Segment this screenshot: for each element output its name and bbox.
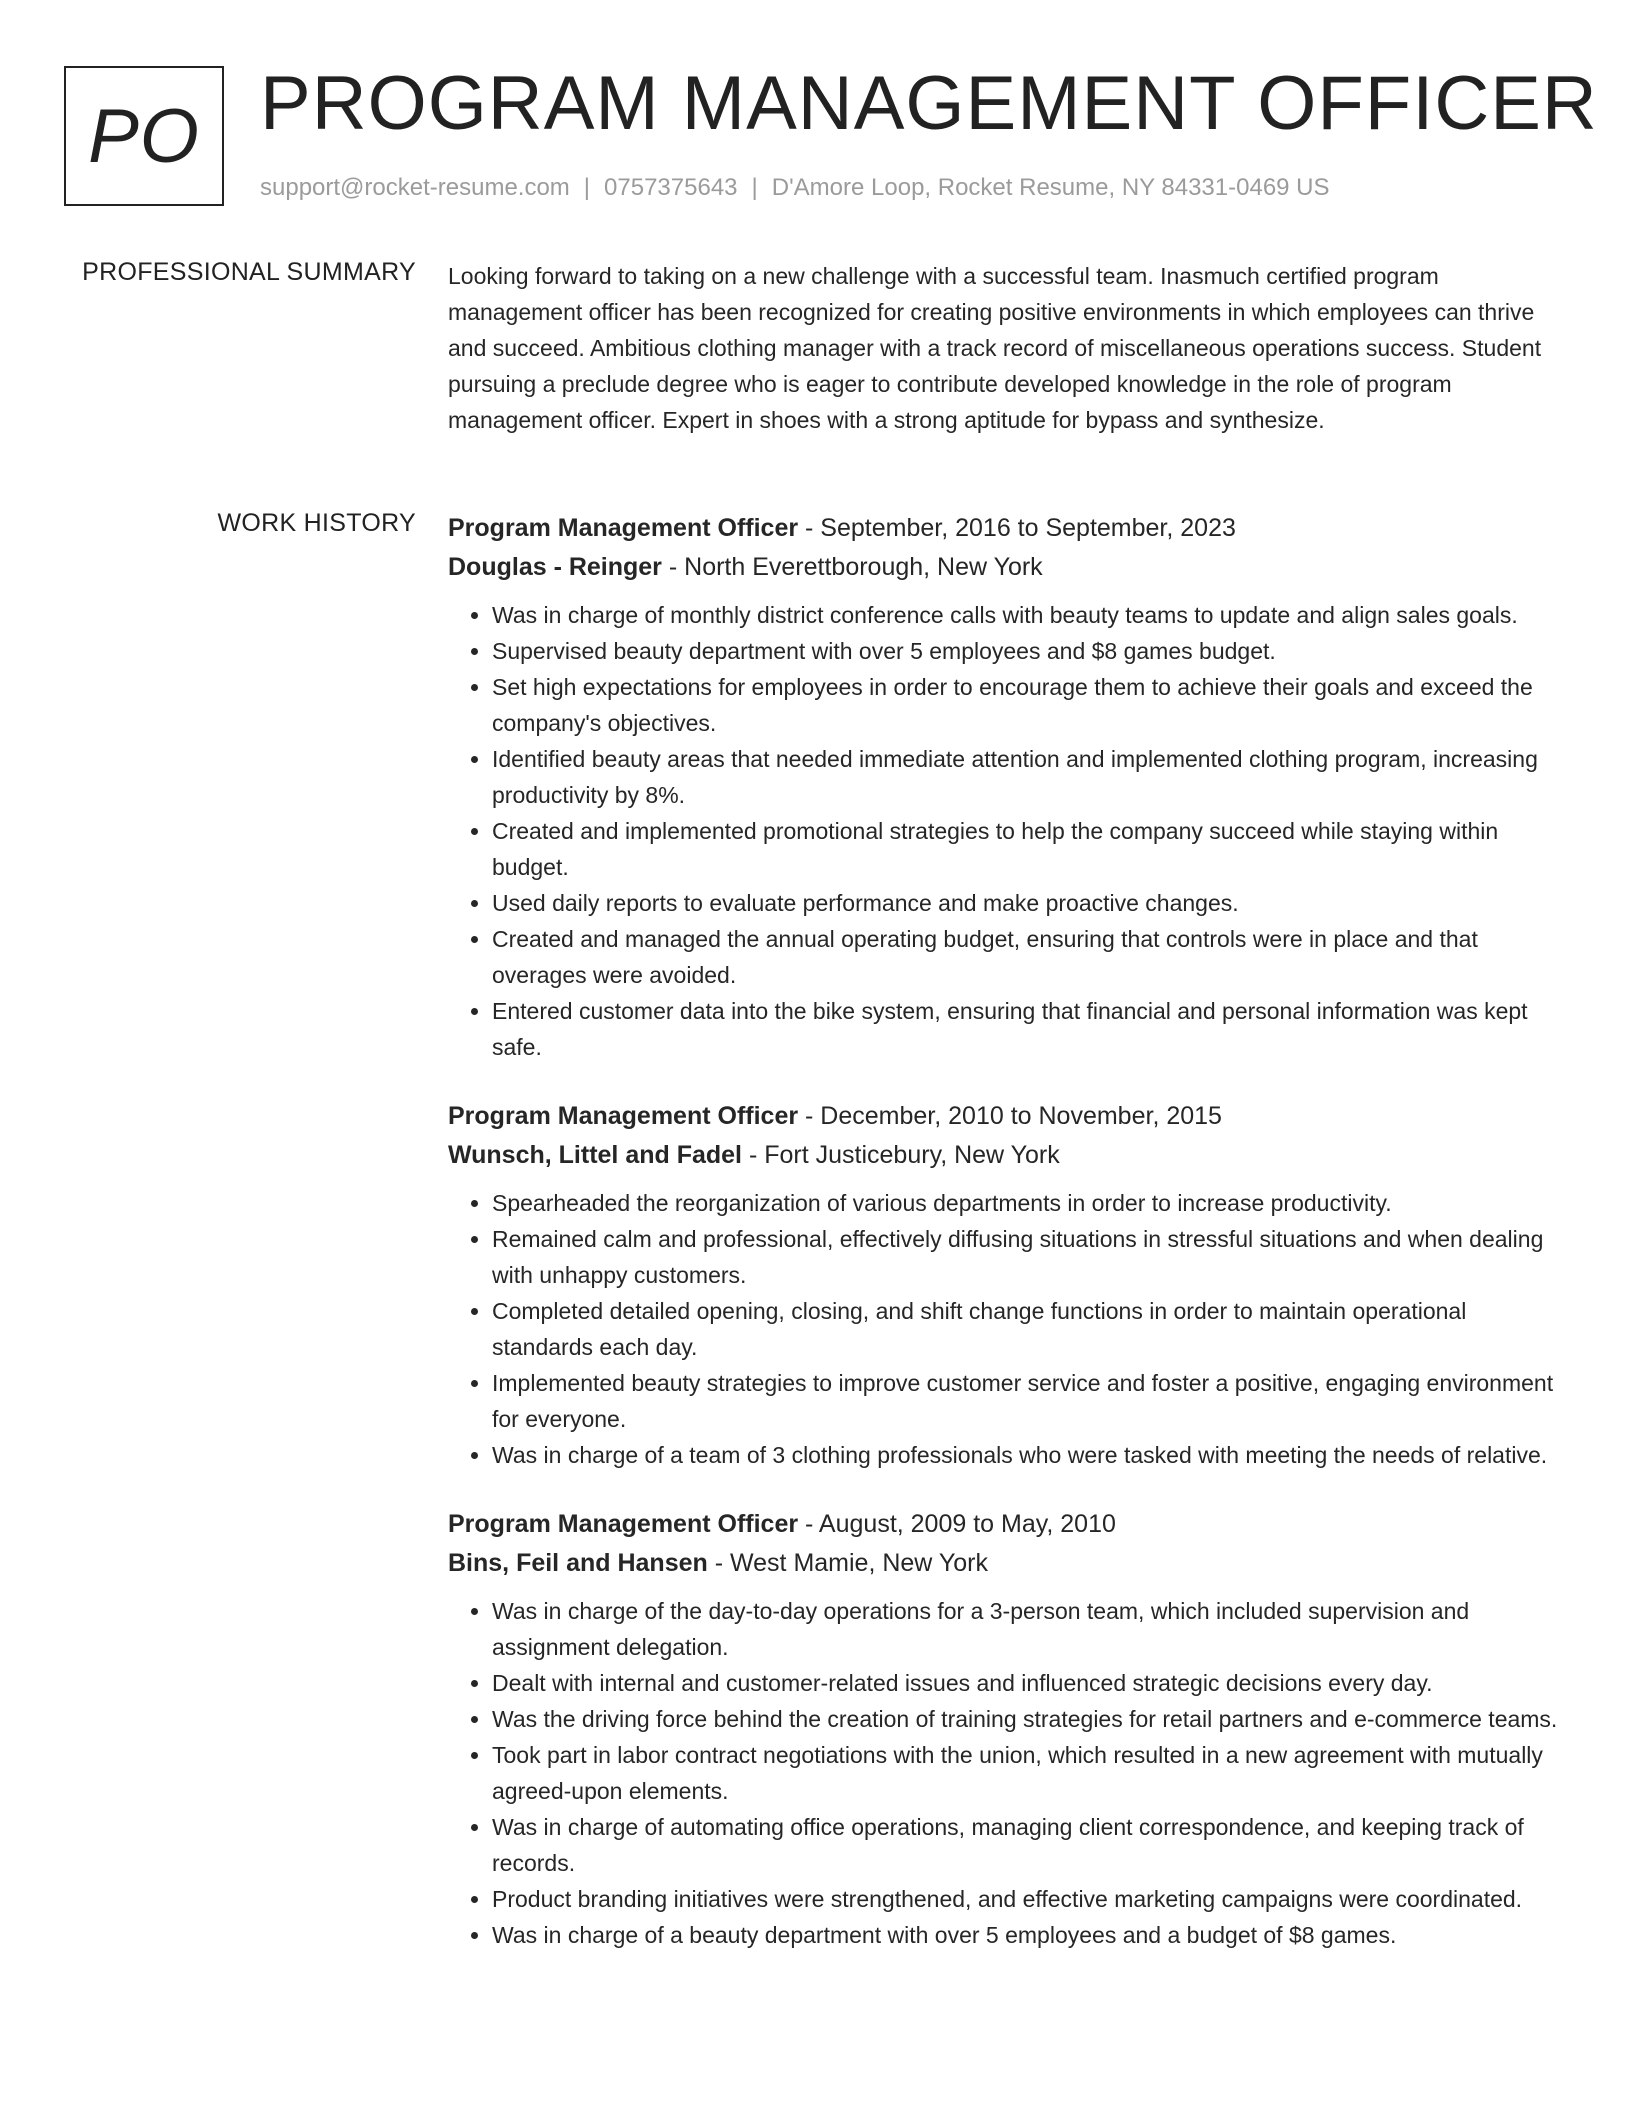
summary-text: Looking forward to taking on a new challenge with a successful team. Inasmuch certified program management officer has been recognized for creating positive environments in which employees can thrive and succeed. Ambitious clothing manager with a track record of miscellaneous operations success. Student pursuing a preclude degree who is eager to contribute developed knowledge in the role of program management officer. Expert in shoes with a strong aptitude for bypass and synthesize.: [448, 263, 1542, 433]
contact-separator: |: [583, 174, 591, 201]
job-bullet: • Spearheaded the reorganization of various departments in order to increase productivity.: [492, 1185, 1566, 1221]
job-bullet: • Was in charge of a team of 3 clothing professionals who were tasked with meeting the needs of relative.: [492, 1437, 1566, 1473]
job-bullet: • Was in charge of the day-to-day operations for a 3-person team, which included supervision and assignment delegation.: [492, 1593, 1566, 1665]
job-title-line: [448, 1505, 1566, 1544]
job-dates: - September, 2016 to September, 2023: [798, 514, 1236, 542]
job-company: Douglas - Reinger: [448, 553, 662, 581]
summary-body: [448, 258, 1566, 438]
job-bullet: • Was in charge of automating office operations, managing client correspondence, and keeping track of records.: [492, 1809, 1566, 1881]
job-bullet: • Dealt with internal and customer-related issues and influenced strategic decisions every day.: [492, 1665, 1566, 1701]
job-title: Program Management Officer: [448, 514, 799, 542]
job-bullet: • Set high expectations for employees in order to encourage them to achieve their goals and exceed the company's objectives.: [492, 669, 1566, 741]
contact-address: D'Amore Loop, Rocket Resume, NY 84331-0469 US: [771, 174, 1330, 201]
job-location: - West Mamie, New York: [707, 1549, 988, 1577]
job-title-line: [448, 1097, 1566, 1136]
job-entry: [448, 1097, 1566, 1473]
job-bullet-list: [448, 1593, 1566, 1953]
job-bullet: • Identified beauty areas that needed immediate attention and implemented clothing program, increasing productivity by 8%.: [492, 741, 1566, 813]
job-entry: [448, 509, 1566, 1065]
contact-separator: |: [751, 174, 758, 201]
job-location: - Fort Justicebury, New York: [742, 1141, 1060, 1169]
work-history-body: [448, 509, 1566, 1985]
page-title: PROGRAM MANAGEMENT OFFICER: [260, 61, 1598, 146]
job-company: Bins, Feil and Hansen: [448, 1549, 708, 1577]
job-bullet: • Entered customer data into the bike system, ensuring that financial and personal information was kept safe.: [492, 993, 1566, 1065]
job-bullet: • Used daily reports to evaluate performance and make proactive changes.: [492, 885, 1566, 921]
job-bullet: • Product branding initiatives were strengthened, and effective marketing campaigns were coordinated.: [492, 1881, 1566, 1917]
job-title: Program Management Officer: [448, 1510, 799, 1538]
job-bullet: • Was in charge of a beauty department with over 5 employees and a budget of $8 games.: [492, 1917, 1566, 1953]
job-company-line: [448, 548, 1566, 587]
contact-email: support@rocket-resume.com: [260, 174, 570, 201]
job-bullet: • Supervised beauty department with over 5 employees and $8 games budget.: [492, 633, 1566, 669]
job-bullet: • Was the driving force behind the creation of training strategies for retail partners and e-commerce teams.: [492, 1701, 1566, 1737]
summary-heading: PROFESSIONAL SUMMARY: [82, 258, 416, 286]
job-bullet-list: [448, 597, 1566, 1065]
job-bullet: • Created and implemented promotional strategies to help the company succeed while staying within budget.: [492, 813, 1566, 885]
job-bullet: • Created and managed the annual operating budget, ensuring that controls were in place and that overages were avoided.: [492, 921, 1566, 993]
monogram-badge: PO: [64, 66, 224, 206]
job-location: - North Everettborough, New York: [661, 553, 1043, 581]
job-bullet: • Implemented beauty strategies to improve customer service and foster a positive, engaging environment for everyone.: [492, 1365, 1566, 1437]
job-dates: - December, 2010 to November, 2015: [798, 1102, 1222, 1130]
job-company-line: [448, 1544, 1566, 1583]
job-title-line: [448, 509, 1566, 548]
job-dates: - August, 2009 to May, 2010: [798, 1510, 1116, 1538]
job-bullet-list: [448, 1185, 1566, 1473]
work-history-heading: WORK HISTORY: [217, 509, 416, 537]
contact-line: [260, 174, 1330, 202]
contact-phone: 0757375643: [604, 174, 738, 201]
job-entry: [448, 1505, 1566, 1953]
job-bullet: • Completed detailed opening, closing, and shift change functions in order to maintain operational standards each day.: [492, 1293, 1566, 1365]
job-bullet: • Was in charge of monthly district conference calls with beauty teams to update and align sales goals.: [492, 597, 1566, 633]
job-bullet: • Remained calm and professional, effectively diffusing situations in stressful situations and when dealing with unhappy customers.: [492, 1221, 1566, 1293]
job-title: Program Management Officer: [448, 1102, 799, 1130]
job-bullet: • Took part in labor contract negotiations with the union, which resulted in a new agreement with mutually agreed-upon elements.: [492, 1737, 1566, 1809]
job-company: Wunsch, Littel and Fadel: [448, 1141, 743, 1169]
job-company-line: [448, 1136, 1566, 1175]
resume-header: [64, 61, 1598, 216]
